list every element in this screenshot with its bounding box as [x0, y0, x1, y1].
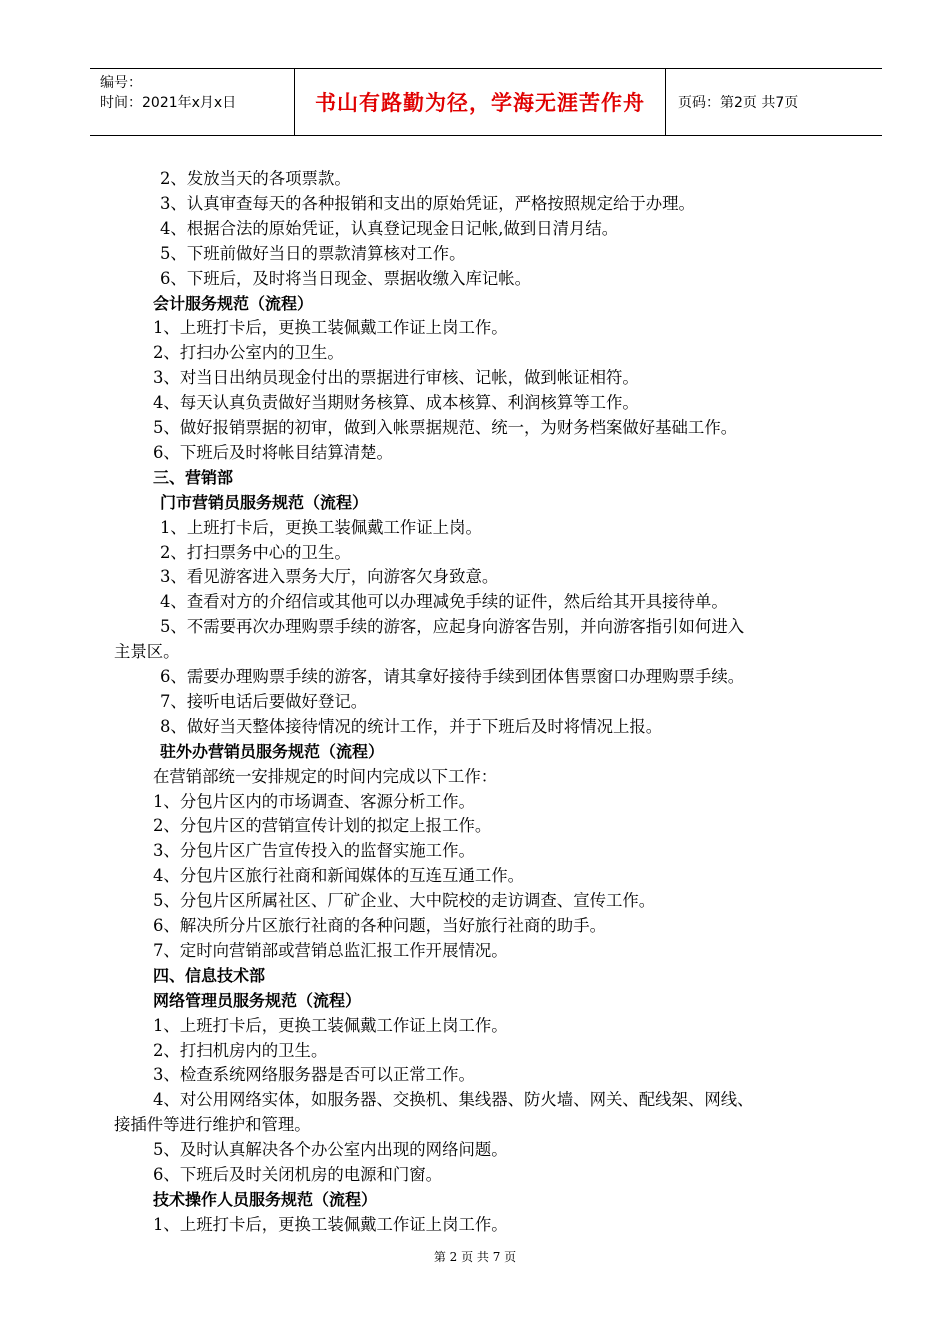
header-meta [90, 69, 294, 135]
body-line: 3、看见游客进入票务大厅，向游客欠身致意。 [160, 567, 499, 587]
body-line: 1、上班打卡后，更换工装佩戴工作证上岗。 [160, 517, 482, 537]
body-line: 4、查看对方的介绍信或其他可以办理减免手续的证件，然后给其开具接待单。 [160, 592, 728, 612]
body-line: 5、下班前做好当日的票款清算核对工作。 [160, 243, 466, 263]
page-footer: 第 2 页 共 7 页 [433, 1250, 517, 1264]
body-line: 1、上班打卡后，更换工装佩戴工作证上岗工作。 [153, 1214, 508, 1234]
body-line: 6、下班后及时将帐目结算清楚。 [153, 442, 393, 462]
page-header [90, 68, 882, 136]
body-line: 6、需要办理购票手续的游客，请其拿好接待手续到团体售票窗口办理购票手续。 [160, 667, 745, 686]
body-line: 5、不需要再次办理购票手续的游客，应起身向游客告别，并向游客指引如何进入 [160, 617, 745, 637]
body-line: 接插件等进行维护和管理。 [114, 1115, 311, 1135]
body-line: 5、分包片区所属社区、厂矿企业、大中院校的走访调查、宣传工作。 [153, 891, 656, 911]
body-line: 5、做好报销票据的初审，做到入帐票据规范、统一，为财务档案做好基础工作。 [153, 418, 738, 437]
body-line: 4、每天认真负责做好当期财务核算、成本核算、利润核算等工作。 [153, 393, 639, 413]
body-line: 在营销部统一安排规定的时间内完成以下工作： [153, 766, 498, 786]
body-line: 2、打扫办公室内的卫生。 [153, 343, 344, 363]
body-line: 3、分包片区广告宣传投入的监督实施工作。 [153, 841, 475, 861]
body-line: 3、对当日出纳员现金付出的票据进行审核、记帐，做到帐证相符。 [153, 368, 639, 388]
section-heading: 三、营销部 [153, 467, 234, 487]
body-line: 6、解决所分片区旅行社商的各种问题，当好旅行社商的助手。 [153, 916, 606, 935]
body-line: 6、下班后及时关闭机房的电源和门窗。 [153, 1165, 443, 1184]
body-line: 7、接听电话后要做好登记。 [160, 691, 368, 711]
body-line: 3、检查系统网络服务器是否可以正常工作。 [153, 1065, 475, 1085]
body-line: 主景区。 [114, 642, 180, 662]
number-label: 编号： [100, 75, 142, 91]
body-line: 2、发放当天的各项票款。 [160, 169, 351, 188]
header-page-code: 页码：第2页 共7页 [678, 95, 799, 111]
body-line: 4、根据合法的原始凭证，认真登记现金日记帐,做到日清月结。 [160, 218, 619, 238]
section-heading: 网络管理员服务规范（流程） [153, 990, 362, 1010]
body-line: 3、认真审查每天的各种报销和支出的原始凭证，严格按照规定给于办理。 [160, 193, 695, 213]
body-line: 7、定时向营销部或营销总监汇报工作开展情况。 [153, 940, 508, 960]
body-line: 4、对公用网络实体，如服务器、交换机、集线器、防火墙、网关、配线架、网线、 [153, 1090, 754, 1110]
body-line: 2、打扫机房内的卫生。 [153, 1040, 328, 1060]
body-line: 5、及时认真解决各个办公室内出现的网络问题。 [153, 1140, 508, 1160]
section-heading: 四、信息技术部 [153, 965, 266, 985]
section-heading: 技术操作人员服务规范（流程） [153, 1189, 378, 1209]
section-heading: 门市营销员服务规范（流程） [160, 492, 369, 512]
body-line: 2、打扫票务中心的卫生。 [160, 542, 351, 562]
section-heading: 会计服务规范（流程） [153, 293, 314, 313]
body-line: 2、分包片区的营销宣传计划的拟定上报工作。 [153, 816, 492, 836]
body-line: 8、做好当天整体接待情况的统计工作，并于下班后及时将情况上报。 [160, 716, 663, 736]
header-motto: 书山有路勤为径，学海无涯苦作舟 [294, 69, 666, 135]
body-line: 6、下班后，及时将当日现金、票据收缴入库记帐。 [160, 268, 532, 288]
section-heading: 驻外办营销员服务规范（流程） [160, 741, 385, 761]
time-label: 时间：2021年x月x日 [100, 95, 237, 111]
body-line: 1、上班打卡后，更换工装佩戴工作证上岗工作。 [153, 318, 508, 338]
body-line: 1、分包片区内的市场调查、客源分析工作。 [153, 791, 475, 811]
body-line: 4、分包片区旅行社商和新闻媒体的互连互通工作。 [153, 866, 525, 886]
body-line: 1、上班打卡后，更换工装佩戴工作证上岗工作。 [153, 1015, 508, 1035]
